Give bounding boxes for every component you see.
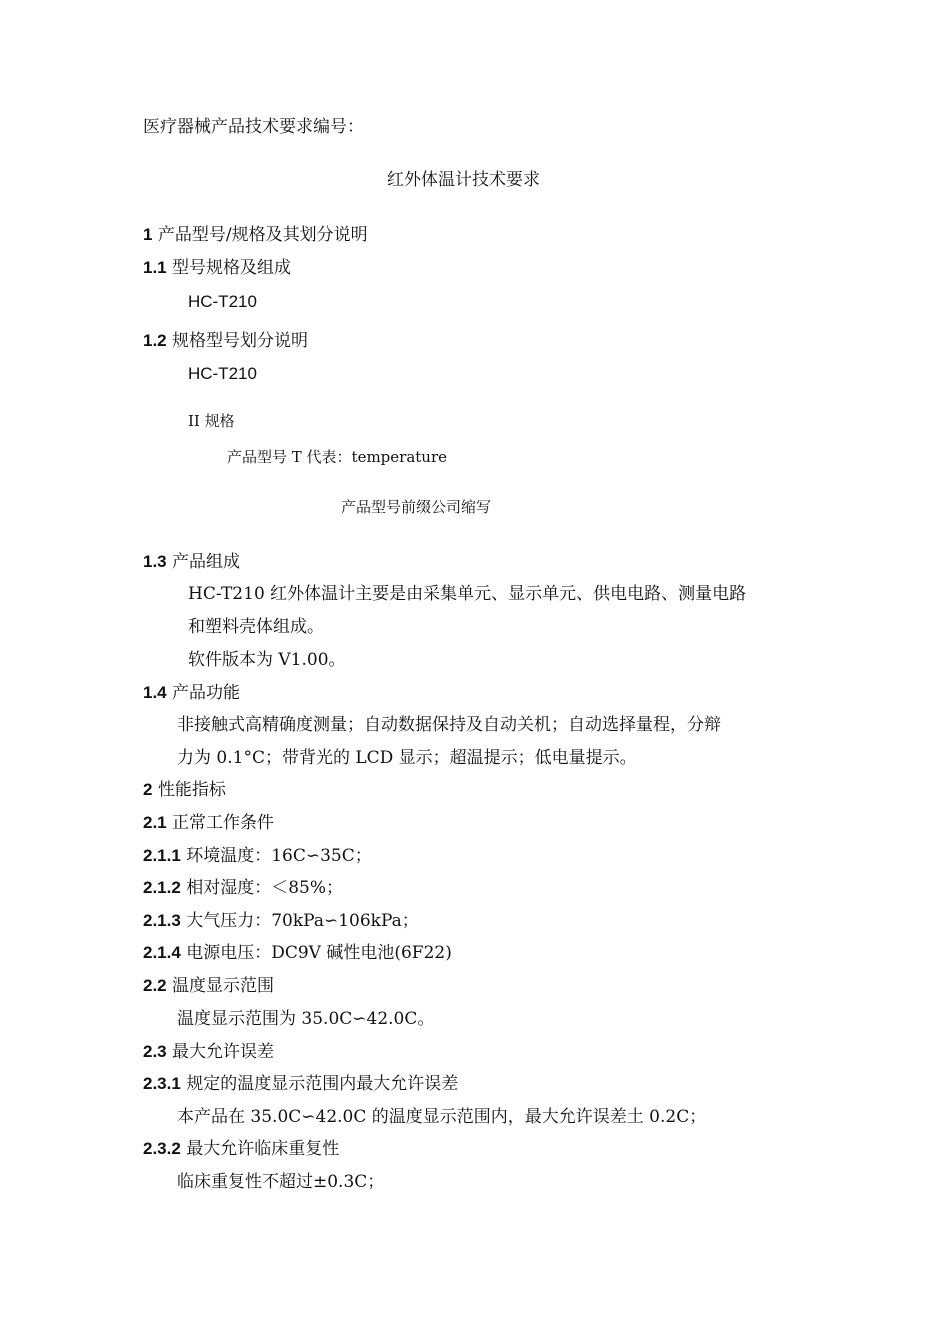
section-title: 性能指标 — [157, 780, 226, 800]
prefix-label: 产品型号前缀公司缩写 — [341, 498, 492, 516]
section-1-1-heading — [143, 257, 291, 279]
section-2-1-heading — [143, 812, 274, 834]
section-1-4-heading — [143, 682, 240, 704]
section-2-1-3 — [143, 910, 419, 932]
section-2-3-heading — [143, 1041, 274, 1063]
t-code-label: 产品型号 T 代表：temperature — [227, 448, 447, 466]
section-title: 规定的温度显示范围内最大允许误差 — [186, 1074, 459, 1094]
section-number: 2.3 — [143, 1042, 167, 1061]
section-2-1-1 — [143, 845, 372, 867]
section-title: 型号规格及组成 — [172, 258, 292, 278]
section-title: 大气压力：70kPa∽106kPa； — [186, 911, 419, 931]
paragraph-line: 和塑料壳体组成。 — [188, 617, 324, 637]
section-title: 产品型号/规格及其划分说明 — [157, 225, 368, 245]
section-number: 1.3 — [143, 552, 167, 571]
section-2-1-4 — [143, 942, 452, 964]
section-2-3-2-heading — [143, 1138, 339, 1160]
paragraph-line: 软件版本为 V1.00。 — [188, 650, 346, 670]
paragraph-line: 本产品在 35.0C∽42.0C 的温度显示范围内，最大允许误差土 0.2C； — [177, 1107, 707, 1127]
section-title: 产品组成 — [172, 552, 241, 572]
section-number: 2.3.2 — [143, 1139, 181, 1158]
section-number: 2.2 — [143, 976, 167, 995]
section-title: 规格型号划分说明 — [172, 331, 309, 351]
section-number: 2.3.1 — [143, 1074, 181, 1093]
section-1-heading — [143, 224, 368, 246]
paragraph-line: 非接触式高精确度测量；自动数据保持及自动关机；自动选择量程，分辩 — [177, 715, 721, 735]
section-number: 1 — [143, 225, 153, 244]
section-number: 2.1.1 — [143, 846, 181, 865]
section-number: 2.1.3 — [143, 911, 181, 930]
paragraph-line: 温度显示范围为 35.0C∽42.0C。 — [177, 1009, 435, 1029]
section-2-3-1-heading — [143, 1073, 458, 1095]
section-title: 环境温度：16C∽35C； — [186, 846, 372, 866]
doc-title: 红外体温计技术要求 — [387, 170, 540, 190]
paragraph-line: 力为 0.1°C；带背光的 LCD 显示；超温提示；低电量提示。 — [177, 748, 637, 768]
model-text: HC-T210 — [188, 292, 257, 311]
doc-header: 医疗器械产品技术要求编号： — [143, 117, 364, 137]
section-number: 2.1 — [143, 813, 167, 832]
paragraph-line: 临床重复性不超过±0.3C； — [177, 1172, 385, 1192]
section-number: 2.1.4 — [143, 943, 181, 962]
section-number: 1.2 — [143, 331, 167, 350]
section-1-2-heading — [143, 330, 308, 352]
section-number: 1.1 — [143, 258, 167, 277]
section-title: 产品功能 — [172, 683, 241, 703]
section-title: 温度显示范围 — [172, 976, 275, 996]
section-title: 正常工作条件 — [172, 813, 275, 833]
section-title: 电源电压：DC9V 碱性电池(6F22) — [186, 943, 452, 963]
section-title: 相对湿度：＜85%； — [186, 878, 344, 898]
section-2-2-heading — [143, 975, 274, 997]
spec-label: II 规格 — [188, 412, 235, 430]
section-2-1-2 — [143, 877, 343, 899]
section-number: 2 — [143, 780, 153, 799]
section-title: 最大允许临床重复性 — [186, 1139, 340, 1159]
section-title: 最大允许误差 — [172, 1042, 275, 1062]
model-text: HC-T210 — [188, 364, 257, 383]
section-2-heading — [143, 779, 226, 801]
section-number: 1.4 — [143, 683, 167, 702]
section-1-3-heading — [143, 551, 240, 573]
paragraph-line: HC-T210 红外体温计主要是由采集单元、显示单元、供电电路、测量电路 — [188, 584, 747, 604]
section-number: 2.1.2 — [143, 878, 181, 897]
